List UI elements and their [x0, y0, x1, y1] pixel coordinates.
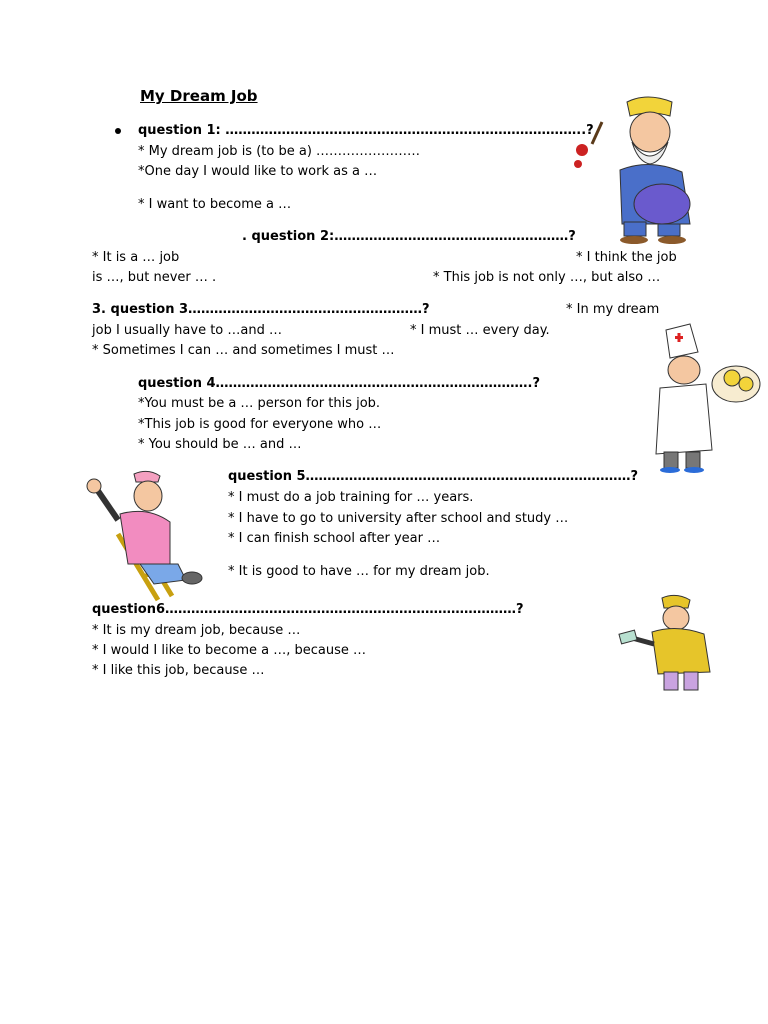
question-1-line: *One day I would like to work as a … — [138, 164, 378, 179]
question-5-line: * I can finish school after year … — [228, 531, 441, 546]
question-3-line: job I usually have to …and … — [92, 323, 282, 338]
question-5-heading: question 5…………………………………………………………………? — [228, 469, 639, 484]
question-6-line: * I would I like to become a …, because … — [92, 643, 367, 658]
question-3-heading: 3. question 3………………………………………………? — [92, 302, 430, 317]
question-4-heading: question 4……………………………………………………………….? — [138, 376, 541, 391]
painter-illustration — [572, 92, 702, 244]
question-5-line: * It is good to have … for my dream job. — [228, 564, 490, 579]
ladder-worker-illustration — [84, 468, 212, 602]
officer-illustration — [618, 592, 726, 694]
question-3-line: * Sometimes I can … and sometimes I must … — [92, 343, 395, 358]
question-5-line: * I must do a job training for … years. — [228, 490, 474, 505]
question-2-line: * I think the job — [576, 250, 677, 265]
question-4-line: *This job is good for everyone who … — [138, 417, 382, 432]
question-6-heading: question6………………………………………………………………………? — [92, 602, 524, 617]
question-2-line: is …, but never … . — [92, 270, 217, 285]
question-3-line: * In my dream — [566, 302, 660, 317]
question-2-heading: . question 2:………………………………………………? — [242, 229, 576, 244]
question-2-line: * This job is not only …, but also … — [433, 270, 661, 285]
question-5-line: * I have to go to university after school and study … — [228, 511, 569, 526]
question-2-line: * It is a … job — [92, 250, 180, 265]
question-3-line: * I must … every day. — [410, 323, 550, 338]
question-6-line: * It is my dream job, because … — [92, 623, 301, 638]
question-1-heading: question 1: ………………………………………………………………………..? — [138, 123, 594, 138]
doctor-illustration — [642, 322, 768, 474]
question-4-line: * You should be … and … — [138, 437, 302, 452]
question-6-line: * I like this job, because … — [92, 663, 265, 678]
question-4-line: *You must be a … person for this job. — [138, 396, 381, 411]
question-1-line: * I want to become a … — [138, 197, 292, 212]
question-1-line: * My dream job is (to be a) …………………… — [138, 144, 421, 159]
page-title: My Dream Job — [140, 87, 258, 105]
bullet-marker — [115, 128, 121, 134]
